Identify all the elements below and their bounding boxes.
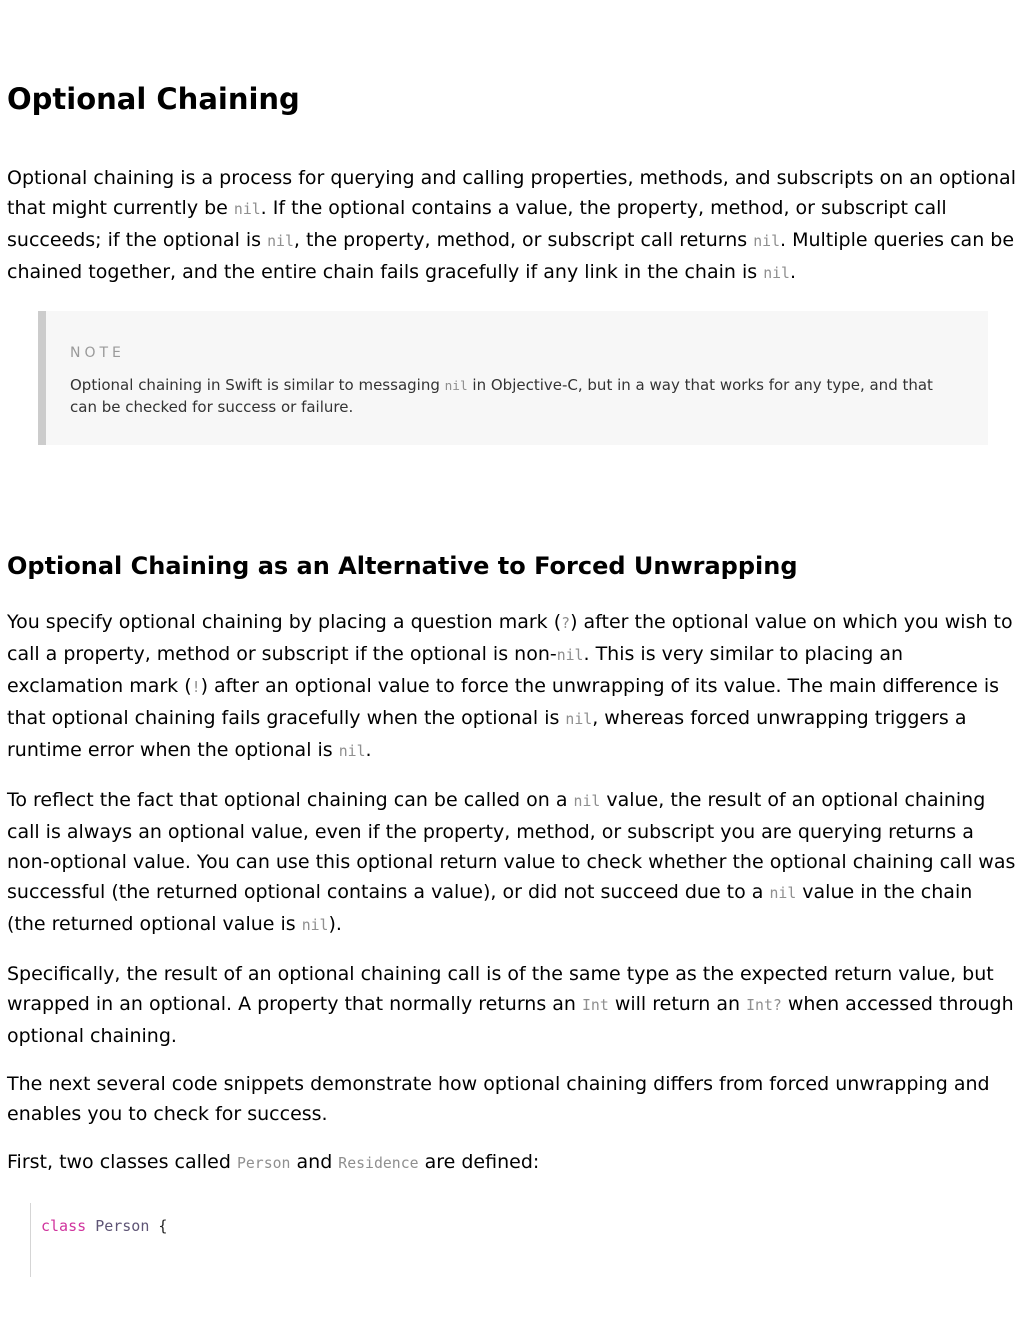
- code-line: class Person {: [41, 1216, 168, 1235]
- inline-code: nil: [267, 232, 294, 250]
- inline-code: nil: [573, 792, 601, 810]
- code-block: [30, 1203, 1016, 1277]
- inline-code: nil: [565, 710, 593, 728]
- inline-code: nil: [556, 646, 584, 664]
- inline-code: nil: [233, 200, 261, 218]
- inline-code: nil: [338, 742, 366, 760]
- inline-code: Residence: [338, 1154, 419, 1172]
- inline-code: nil: [769, 884, 797, 902]
- inline-code: nil: [763, 264, 790, 282]
- section-heading: Optional Chaining as an Alternative to Forced Unwrapping: [7, 551, 798, 580]
- section-paragraph-5: First, two classes called Person and Residence are defined:: [7, 1150, 540, 1173]
- inline-code: nil: [301, 916, 329, 934]
- inline-code: ?: [561, 614, 571, 632]
- note-label: NOTE: [70, 344, 125, 361]
- inline-code: nil: [444, 378, 468, 394]
- section-paragraph-1: You specify optional chaining by placing a question mark (?) after the optional value on which you wish to call a property, method or subscript if the optional is non-nil. This is very similar to placing an exclamation mark (!) after an optional value to force the unwrapping of its value. The main difference is that optional chaining fails gracefully when the optional is nil, whereas forced unwrapping triggers a runtime error when the optional is nil.: [7, 610, 1013, 761]
- note-text: Optional chaining in Swift is similar to messaging nil in Objective-C, but in a way that works for any type, and that can be checked for success or failure.: [70, 375, 933, 417]
- section-paragraph-4: The next several code snippets demonstrate how optional chaining differs from forced unwrapping and enables you to check for success.: [7, 1072, 990, 1125]
- inline-code: class: [41, 1216, 87, 1235]
- inline-code: Int: [582, 996, 609, 1014]
- page-title: Optional Chaining: [7, 82, 300, 116]
- section-paragraph-2: To reflect the fact that optional chaining can be called on a nil value, the result of an optional chaining call is always an optional value, even if the property, method, or subscript you are querying returns a non-optional value. You can use this optional return value to check whether the optional chaining call was successful (the returned optional contains a value), or did not succeed due to a nil value in the chain (the returned optional value is nil).: [7, 788, 1016, 935]
- inline-code: Person: [95, 1216, 150, 1235]
- section-paragraph-3: Specifically, the result of an optional chaining call is of the same type as the expected return value, but wrapped in an optional. A property that normally returns an Int will return an Int? when accessed through optional chaining.: [7, 962, 1014, 1047]
- note-box: [38, 311, 988, 445]
- inline-code: !: [191, 678, 201, 696]
- inline-code: Int?: [746, 996, 782, 1014]
- intro-paragraph: Optional chaining is a process for querying and calling properties, methods, and subscripts on an optional that might currently be nil. If the optional contains a value, the property, method, or subscript call succeeds; if the optional is nil, the property, method, or subscript call returns nil. Multiple queries can be chained together, and the entire chain fails gracefully if any link in the chain is nil.: [7, 166, 1016, 283]
- inline-code: nil: [753, 232, 780, 250]
- inline-code: Person: [236, 1154, 291, 1172]
